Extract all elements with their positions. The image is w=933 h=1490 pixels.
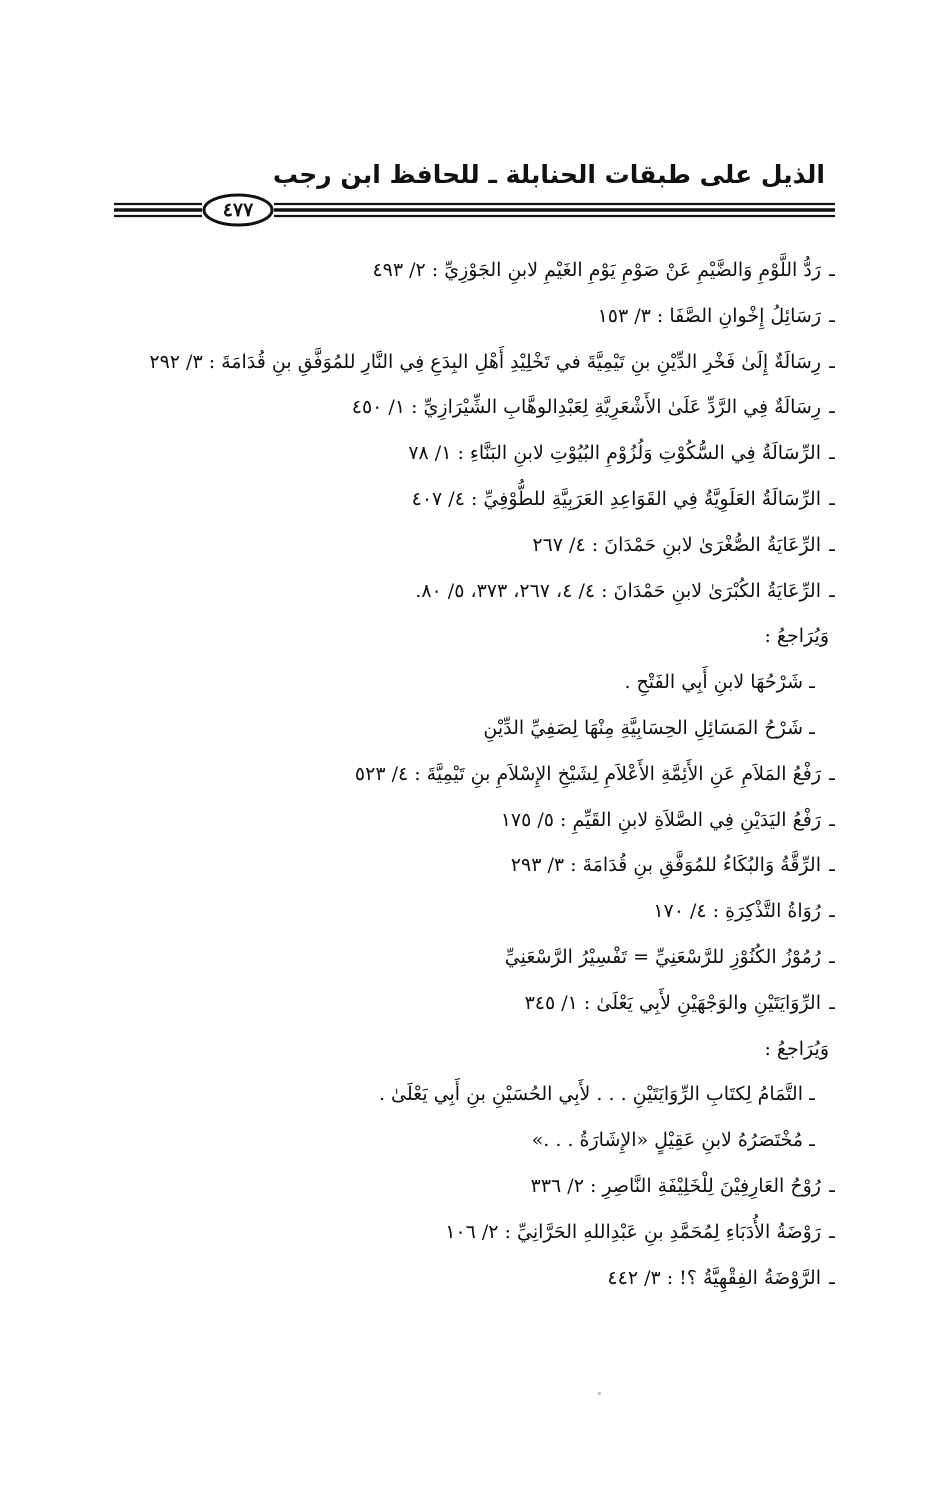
index-entry <box>193 477 843 523</box>
index-entry <box>193 248 843 294</box>
entry-dash: ـ <box>809 716 815 739</box>
page-number: ٤٧٧ <box>222 199 254 221</box>
entry-text: شَرْحُ المَسَائِلِ الحِسَابِيَّةِ مِنْهَا لِصَفِيِّ الدِّيْنِ <box>483 716 803 739</box>
entry-text: وَيُرَاجعُ : <box>764 625 829 648</box>
index-entries <box>149 248 843 1301</box>
index-entry <box>193 981 843 1027</box>
running-header-title: الذيل على طبقات الحنابلة ـ للحافظ ابن رجب <box>272 160 825 189</box>
entry-dash: ـ <box>829 808 835 831</box>
entry-text: الرِّعَايَةُ الصُّغْرَىٰ لابنِ حَمْدَانَ : ٤/ ٢٦٧ <box>532 533 821 556</box>
entry-text: رَسَائِلُ إِخْوانِ الصَّفَا : ٣/ ١٥٣ <box>597 304 821 327</box>
entry-text: رِسَالَةٌ إِلَىٰ فَخْرِ الدِّيْنِ بنِ تَيْمِيَّةَ في تَخْلِيْدِ أَهْلِ البِدَعِ فِي النَّارِ للمُوَفَّقِ بنِ قُدَامَةَ : ٣/ ٢٩٢ <box>149 350 821 373</box>
entry-text: مُخْتَصَرُهُ لابنِ عَقِيْلٍ «الإِشَارَةُ . . .» <box>531 1129 803 1152</box>
sub-index-entry <box>193 660 843 706</box>
index-entry <box>193 935 843 981</box>
entry-text: الرِّوَايَتَيْنِ والوَجْهَيْنِ لأَبِي يَعْلَىٰ : ١/ ٣٤٥ <box>524 991 821 1014</box>
sub-index-entry <box>193 1072 843 1118</box>
index-entry <box>193 1210 843 1256</box>
entry-dash: ـ <box>829 487 835 510</box>
entry-text: رَفْعُ اليَدَيْنِ فِي الصَّلاَةِ لابنِ القَيِّمِ : ٥/ ١٧٥ <box>500 808 821 831</box>
see-also-label <box>193 1027 843 1073</box>
entry-dash: ـ <box>829 442 835 465</box>
entry-dash: ـ <box>809 671 815 694</box>
entry-text: الرِّسَالَةُ فِي السُّكُوْتِ وَلُزُوْمِ البُيُوْتِ لابنِ البَنَّاءِ : ١/ ٧٨ <box>408 442 821 465</box>
entry-text: الرِّعَايَةُ الكُبْرَىٰ لابنِ حَمْدَانَ : ٤/ ٤، ٢٦٧، ٣٧٣، ٥/ ٨٠. <box>415 579 821 602</box>
entry-dash: ـ <box>829 1174 835 1197</box>
header-rule-right <box>274 204 835 216</box>
index-entry <box>193 798 843 844</box>
header-rule-left <box>114 204 202 216</box>
index-entry <box>193 431 843 477</box>
entry-dash: ـ <box>829 854 835 877</box>
entry-dash: ـ <box>809 1129 815 1152</box>
entry-dash: ـ <box>829 900 835 923</box>
entry-dash: ـ <box>829 350 835 373</box>
entry-text: رُوْحُ العَارِفِيْنَ لِلْخَلِيْفَةِ النَّاصِرِ : ٢/ ٣٣٦ <box>530 1174 821 1197</box>
entry-text: الرَّوْضَةُ الفِقْهِيَّةُ ؟! : ٣/ ٤٤٢ <box>607 1266 821 1289</box>
entry-text: رُمُوْزُ الكُنُوْزِ للرَّسْعَنِيِّ = تَفْسِيْرُ الرَّسْعَنِيِّ <box>504 945 821 968</box>
entry-text: التَّمَامُ لِكتَابِ الرِّوَايَتَيْنِ . . . لأَبِي الحُسَيْنِ بنِ أَبِي يَعْلَىٰ . <box>378 1083 803 1106</box>
sub-index-entry <box>193 706 843 752</box>
entry-dash: ـ <box>829 945 835 968</box>
entry-dash: ـ <box>829 1266 835 1289</box>
entry-text: رَدُّ اللَّوْمِ وَالضَّيْمِ عَنْ صَوْمِ يَوْمِ الغَيْمِ لابنِ الجَوْزِيِّ : ٢/ ٤٩٣ <box>372 259 821 281</box>
index-entry <box>193 752 843 798</box>
index-entry <box>149 340 843 386</box>
entry-text: رِسَالَةٌ فِي الرَّدِّ عَلَىٰ الأَشْعَرِيَّةِ لِعَبْدِالوهَّابِ الشِّيْرَازِيِّ : ١/ ٤٥٠ <box>351 396 821 419</box>
index-entry <box>193 385 843 431</box>
entry-text: الرِّقَّةُ وَالبُكَاءُ للمُوَفَّقِ بنِ قُدَامَةَ : ٣/ ٢٩٣ <box>510 854 821 877</box>
index-entry <box>193 294 843 340</box>
entry-text: وَيُرَاجعُ : <box>764 1037 829 1060</box>
entry-dash: ـ <box>809 1083 815 1106</box>
entry-text: شَرْحُهَا لابنِ أَبِي الفَتْحِ . <box>624 671 803 694</box>
entry-text: رَوْضَةُ الأُدَبَاءِ لِمُحَمَّدِ بنِ عَبْدِاللهِ الحَرَّانِيِّ : ٢/ ١٠٦ <box>445 1220 821 1243</box>
entry-dash: ـ <box>829 304 835 327</box>
scan-speck <box>598 1392 601 1395</box>
see-also-label <box>193 614 843 660</box>
entry-dash: ـ <box>829 396 835 419</box>
entry-dash: ـ <box>829 579 835 602</box>
entry-text: رُوَاةُ التَّذْكِرَةِ : ٤/ ١٧٠ <box>653 900 821 923</box>
index-entry <box>193 523 843 569</box>
entry-dash: ـ <box>829 259 835 281</box>
entry-dash: ـ <box>829 533 835 556</box>
entry-text: رَفْعُ المَلاَمِ عَنِ الأَئِمَّةِ الأَعْلاَمِ لِشَيْخِ الإِسْلاَمِ بنِ تَيْمِيَّةَ : ٤/ ٥٢٣ <box>354 762 821 785</box>
entry-text: الرِّسَالَةُ العَلَوِيَّةُ فِي القَوَاعِدِ العَرَبِيَّةِ للطُّوْفِيِّ : ٤/ ٤٠٧ <box>411 487 821 510</box>
entry-dash: ـ <box>829 1220 835 1243</box>
sub-index-entry <box>193 1118 843 1164</box>
index-entry <box>193 569 843 615</box>
index-entry <box>193 889 843 935</box>
entry-dash: ـ <box>829 762 835 785</box>
index-entry <box>193 1256 843 1302</box>
entry-dash: ـ <box>829 991 835 1014</box>
index-entry <box>193 843 843 889</box>
index-entry <box>193 1164 843 1210</box>
